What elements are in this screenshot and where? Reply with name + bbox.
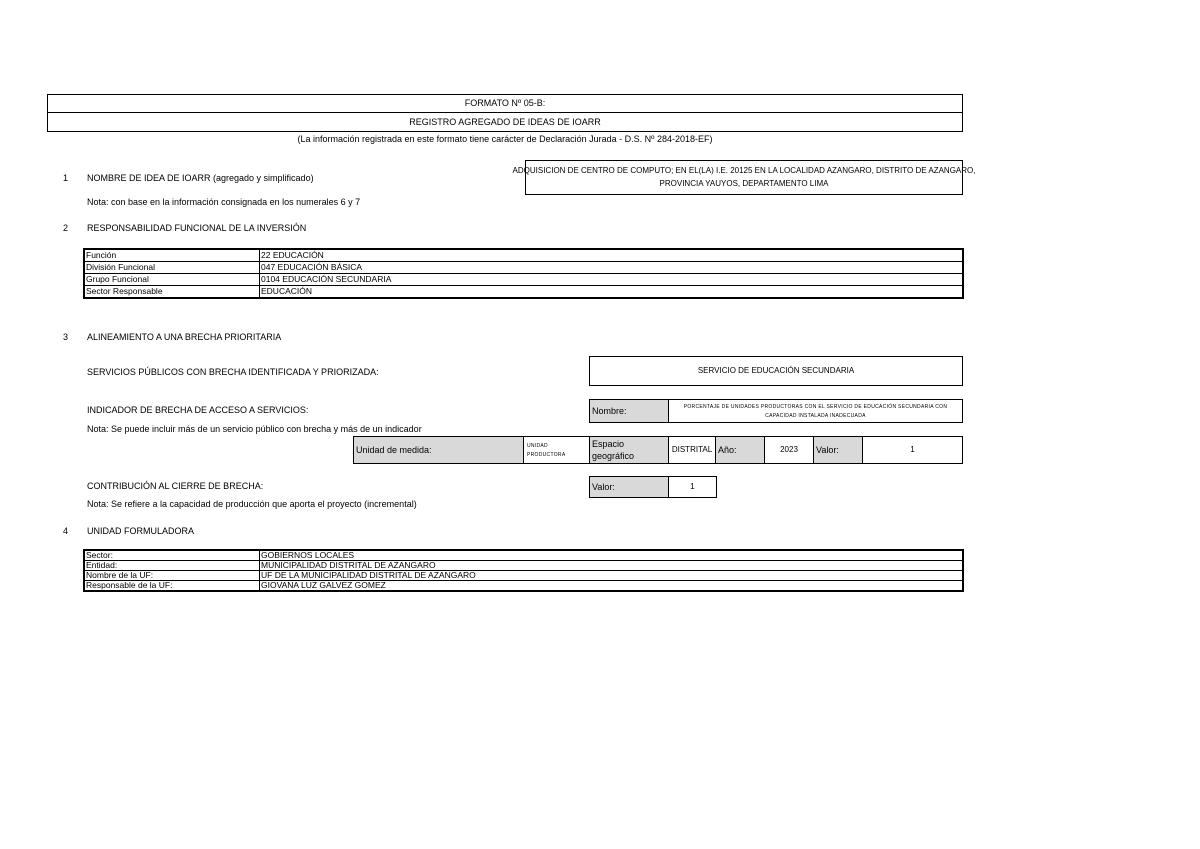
uf-entidad-key: Entidad: bbox=[85, 561, 260, 571]
grupo-key: Grupo Funcional bbox=[85, 274, 260, 286]
section-1-number: 1 bbox=[63, 173, 69, 183]
valor-label: Valor: bbox=[816, 444, 839, 455]
table-row bbox=[85, 274, 963, 286]
servicio-value: SERVICIO DE EDUCACIÓN SECUNDARIA bbox=[697, 366, 855, 375]
nombre-value-line1: PORCENTAJE DE UNIDADES PRODUCTORAS CON EL SERVICIO DE EDUCACIÓN SECUNDARIA CON bbox=[683, 404, 948, 410]
unidad-value-line1: UNIDAD bbox=[527, 443, 548, 449]
nombre-value-cell bbox=[668, 399, 963, 423]
uf-nombre-value: UF DE LA MUNICIPALIDAD DISTRITAL DE AZANGARO bbox=[260, 571, 963, 581]
section-4-label: UNIDAD FORMULADORA bbox=[87, 526, 195, 536]
table-row bbox=[85, 551, 963, 561]
contribucion-label: CONTRIBUCIÓN AL CIERRE DE BRECHA: bbox=[87, 481, 264, 491]
contrib-valor-value-cell bbox=[668, 476, 717, 498]
funcion-value: 22 EDUCACIÓN bbox=[260, 250, 963, 262]
section-4-number: 4 bbox=[63, 526, 69, 536]
idea-name-line1: ADQUISICION DE CENTRO DE COMPUTO; EN EL(LA) I.E. 20125 EN LA LOCALIDAD AZANGARO, DISTRITO DE AZANGARO, bbox=[512, 166, 976, 175]
section-3-label: ALINEAMIENTO A UNA BRECHA PRIORITARIA bbox=[87, 332, 282, 342]
uf-entidad-value: MUNICIPALIDAD DISTRITAL DE AZANGARO bbox=[260, 561, 963, 571]
valor-value-cell bbox=[862, 436, 963, 464]
unidad-value-line2: PRODUCTORA bbox=[527, 452, 566, 458]
espacio-value-cell bbox=[668, 436, 716, 464]
section-2-number: 2 bbox=[63, 223, 69, 233]
contribucion-note: Nota: Se refiere a la capacidad de producción que aporta el proyecto (incremental) bbox=[87, 499, 417, 509]
uf-table bbox=[84, 550, 963, 591]
anio-label-cell bbox=[715, 436, 765, 464]
formato-title: FORMATO Nº 05-B: bbox=[464, 98, 546, 108]
grupo-value: 0104 EDUCACIÓN SECUNDARIA bbox=[260, 274, 963, 286]
section-1-label: NOMBRE DE IDEA DE IOARR (agregado y simplificado) bbox=[87, 173, 314, 183]
table-row bbox=[85, 581, 963, 591]
unidad-label-cell bbox=[353, 436, 524, 464]
header-box bbox=[47, 94, 963, 132]
idea-name-box bbox=[512, 160, 976, 195]
nombre-label-cell bbox=[589, 399, 669, 423]
idea-name-line2: PROVINCIA YAUYOS, DEPARTAMENTO LIMA bbox=[659, 179, 829, 188]
section-2-label: RESPONSABILIDAD FUNCIONAL DE LA INVERSIÓN bbox=[87, 223, 307, 233]
uf-nombre-key: Nombre de la UF: bbox=[85, 571, 260, 581]
division-value: 047 EDUCACIÓN BÁSICA bbox=[260, 262, 963, 274]
espacio-label-line2: geográfico bbox=[592, 451, 635, 461]
table-row bbox=[85, 561, 963, 571]
espacio-label-line1: Espacio bbox=[592, 439, 625, 449]
contrib-valor-value: 1 bbox=[690, 482, 695, 491]
sector-value: EDUCACIÓN bbox=[260, 286, 963, 298]
uf-sector-value: GOBIERNOS LOCALES bbox=[260, 551, 963, 561]
registro-title: REGISTRO AGREGADO DE IDEAS DE IOARR bbox=[409, 116, 601, 127]
anio-value: 2023 bbox=[780, 445, 798, 454]
table-row bbox=[85, 286, 963, 298]
espacio-label-cell bbox=[589, 436, 669, 464]
uf-responsable-key: Responsable de la UF: bbox=[85, 581, 260, 591]
funcion-key: Función bbox=[85, 250, 260, 262]
section-1-note: Nota: con base en la información consignada en los numerales 6 y 7 bbox=[87, 197, 361, 207]
indicador-note: Nota: Se puede incluir más de un servicio público con brecha y más de un indicador bbox=[87, 424, 422, 434]
declaracion-note: (La información registrada en este formato tiene carácter de Declaración Jurada - D.S. Nº 284-2018-EF) bbox=[297, 133, 713, 144]
table-row bbox=[85, 262, 963, 274]
unidad-value-cell bbox=[523, 436, 590, 464]
sector-key: Sector Responsable bbox=[85, 286, 260, 298]
valor-label-cell bbox=[813, 436, 863, 464]
valor-value: 1 bbox=[910, 445, 915, 454]
table-row bbox=[85, 571, 963, 581]
uf-responsable-value: GIOVANA LUZ GALVEZ GOMEZ bbox=[260, 581, 963, 591]
nombre-value-line2: CAPACIDAD INSTALADA INADECUADA bbox=[765, 413, 866, 419]
indicador-label: INDICADOR DE BRECHA DE ACCESO A SERVICIOS: bbox=[87, 405, 309, 415]
unidad-label: Unidad de medida: bbox=[356, 444, 432, 455]
table-row bbox=[85, 250, 963, 262]
anio-value-cell bbox=[764, 436, 814, 464]
servicios-label: SERVICIOS PÚBLICOS CON BRECHA IDENTIFICADA Y PRIORIZADA: bbox=[87, 367, 379, 377]
contrib-valor-label-cell bbox=[589, 476, 669, 498]
division-key: División Funcional bbox=[85, 262, 260, 274]
nombre-label: Nombre: bbox=[592, 405, 627, 416]
funcional-table bbox=[84, 249, 963, 298]
espacio-value: DISTRITAL bbox=[671, 445, 713, 454]
servicio-value-box bbox=[589, 356, 963, 386]
section-3-number: 3 bbox=[63, 332, 69, 342]
uf-sector-key: Sector: bbox=[85, 551, 260, 561]
contrib-valor-label: Valor: bbox=[592, 481, 615, 492]
anio-label: Año: bbox=[718, 444, 737, 455]
